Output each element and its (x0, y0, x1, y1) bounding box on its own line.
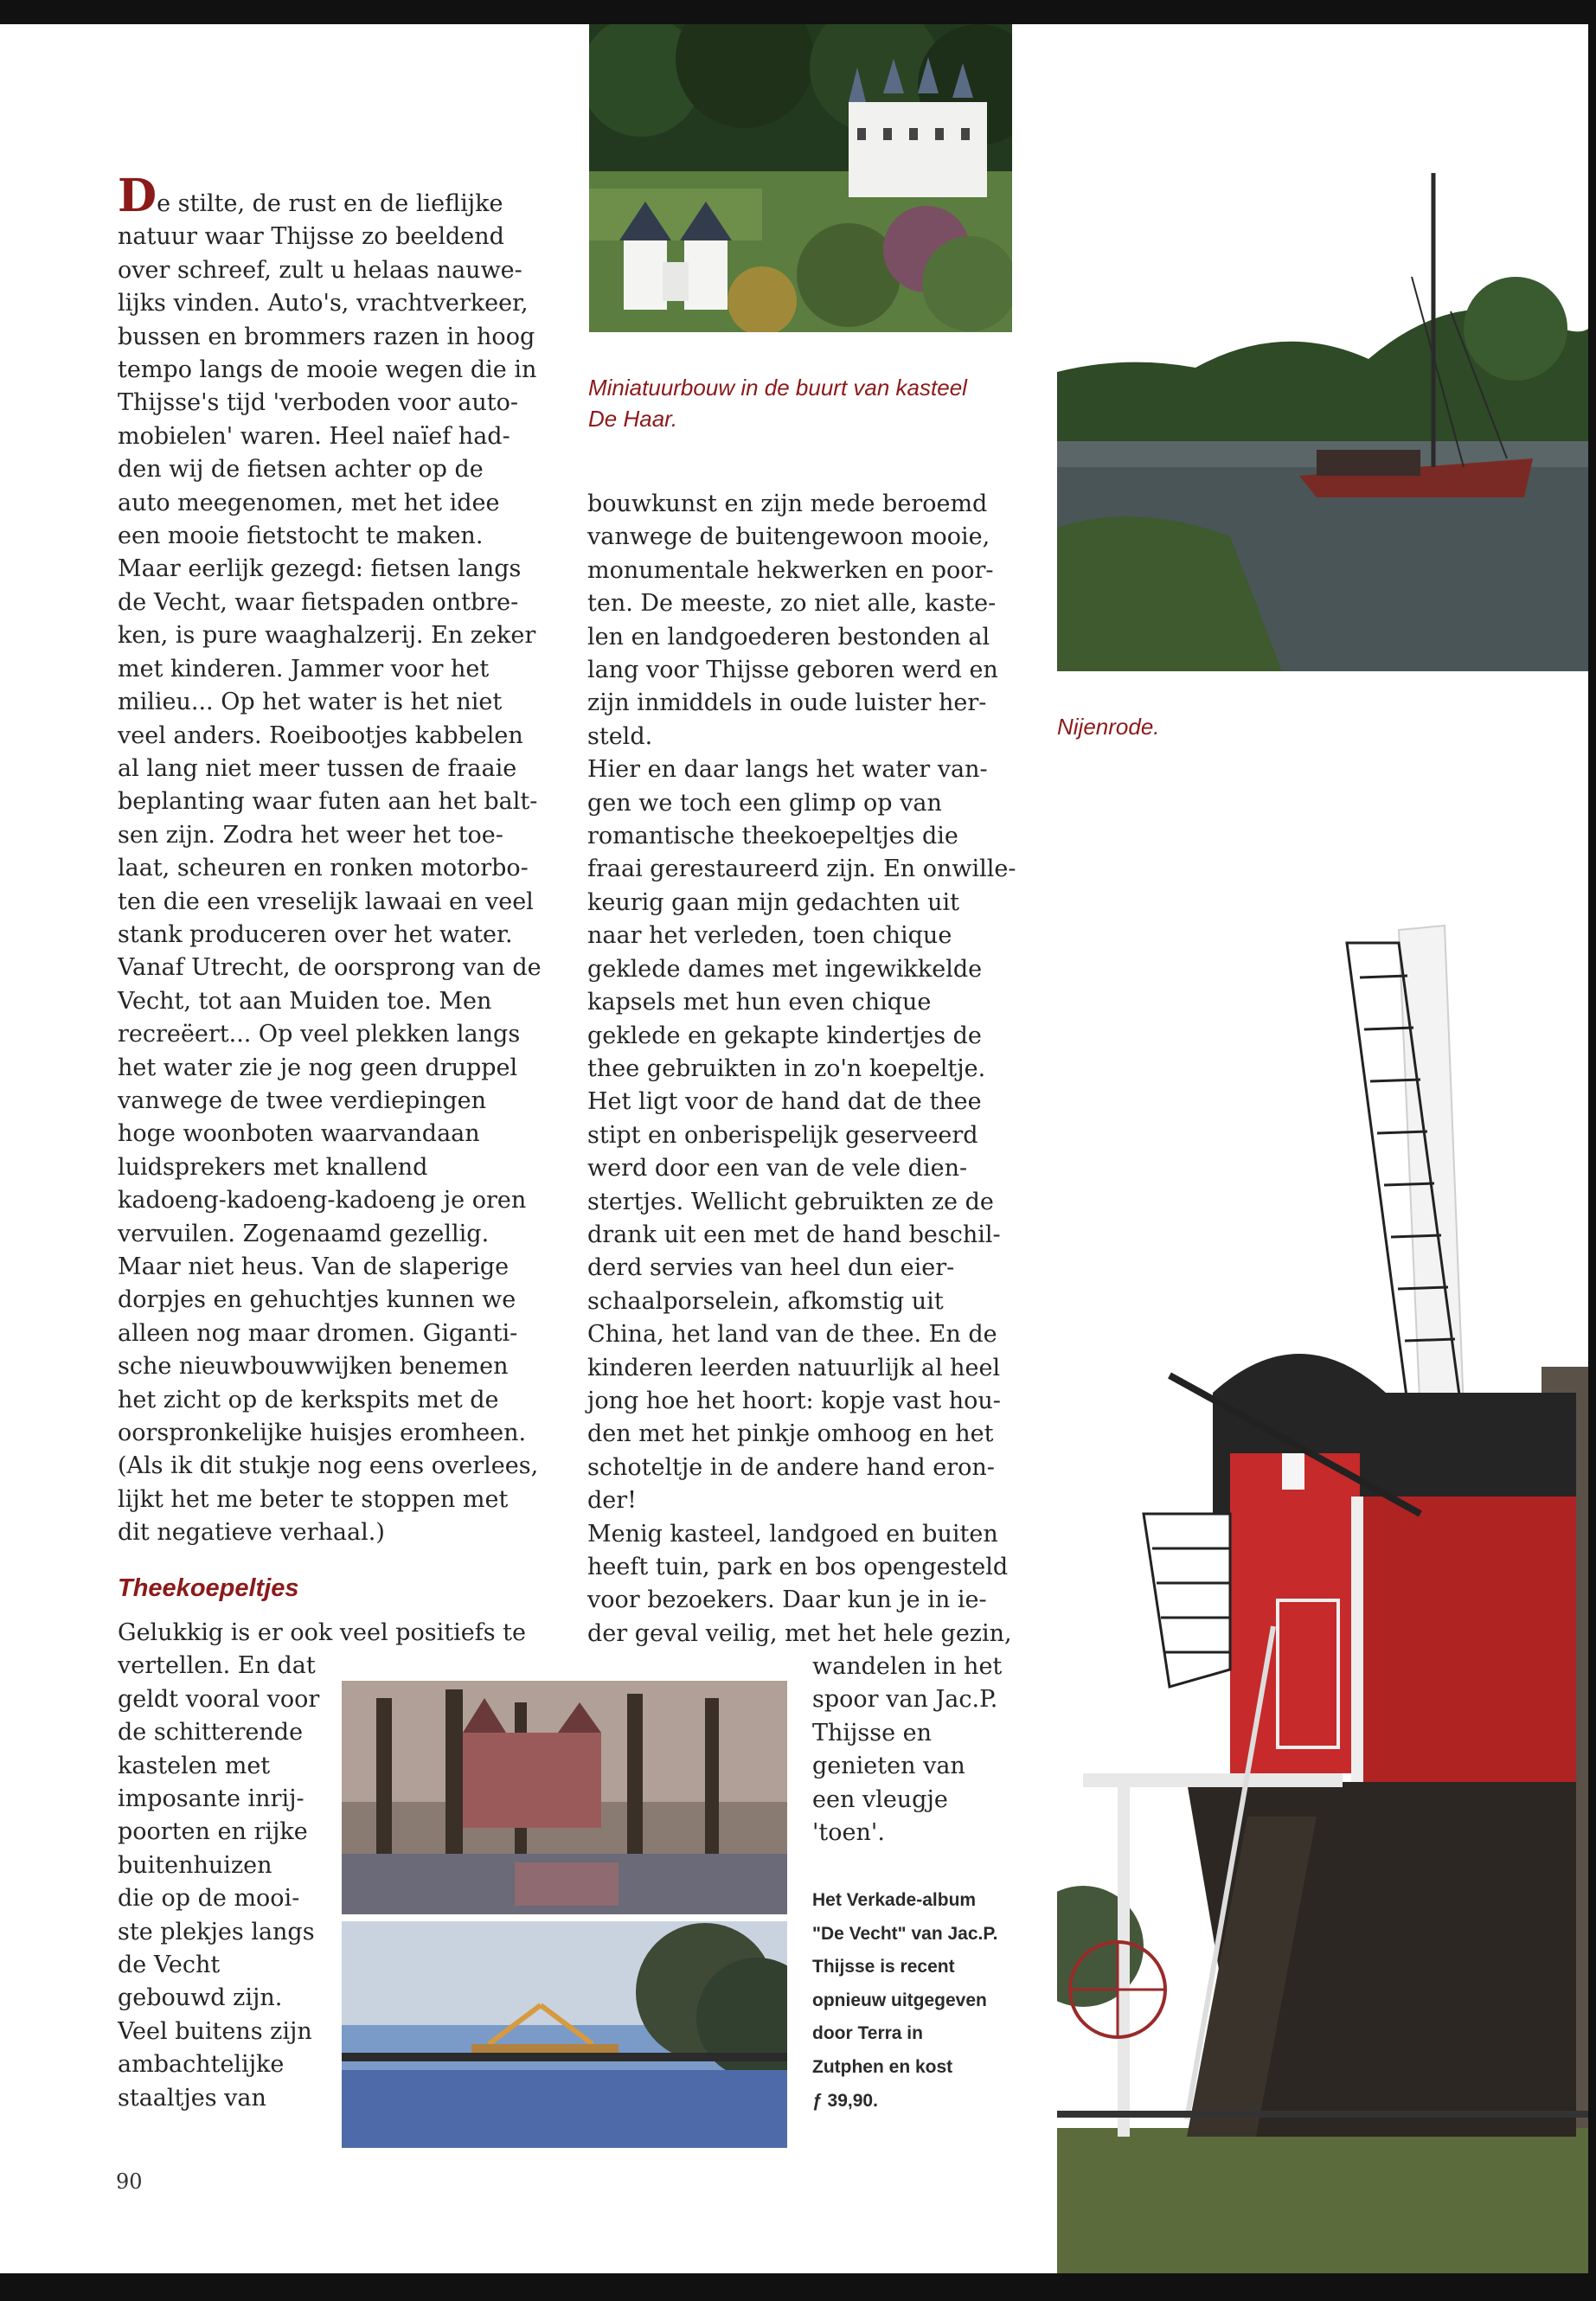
text-line: vervuilen. Zogenaamd gezellig. (118, 1220, 490, 1247)
text-line: kinderen leerden natuurlijk al heel (587, 1354, 1001, 1381)
text-line: Thijsse en (812, 1719, 933, 1747)
verkade-sidenote (812, 1884, 1020, 2118)
text-line: alleen nog maar dromen. Giganti- (118, 1319, 518, 1347)
text-line: vanwege de buitengewoon mooie, (587, 523, 990, 551)
text-line: romantische theekoepeltjes die (587, 823, 958, 850)
text-line: de Vecht (118, 1952, 221, 1979)
text-line: poorten en rijke (118, 1818, 308, 1846)
page-number: 90 (116, 2170, 143, 2194)
text-line: wandelen in het (812, 1653, 1003, 1680)
text-line: len en landgoederen bestonden al (587, 623, 990, 651)
photo-nijenrode (1057, 156, 1588, 671)
text-line: recreëert... Op veel plekken langs (118, 1021, 521, 1048)
text-line: Het ligt voor de hand dat de thee (587, 1088, 982, 1116)
text-line: vanwege de twee verdiepingen (118, 1086, 487, 1114)
text-line: de Vecht, waar fietspaden ontbre- (118, 588, 519, 616)
text-line: milieu... Op het water is het niet (118, 689, 503, 716)
text-line: jong hoe het hoort: kopje vast hou- (587, 1387, 1001, 1414)
text-line: de schitterende (118, 1719, 304, 1747)
text-line: (Als ik dit stukje nog eens overlees, (118, 1452, 539, 1480)
text-line: ken, is pure waaghalzerij. En zeker (118, 622, 536, 650)
text-line: China, het land van de thee. En de (587, 1321, 997, 1349)
text-line: Veel buitens zijn (118, 2017, 312, 2045)
photo-windmill (1057, 908, 1588, 2273)
caption-miniature-line-1: Miniatuurbouw in de buurt van kasteel (588, 375, 967, 401)
text-line: geklede en gekapte kindertjes de (587, 1022, 982, 1049)
sidenote-line: Zutphen en kost (812, 2056, 953, 2077)
text-line: derd servies van heel dun eier- (587, 1254, 955, 1282)
text-line: werd door een van de vele dien- (587, 1155, 968, 1183)
text-line: ambachtelijke (118, 2051, 285, 2079)
column-2-lines (587, 488, 1037, 1650)
text-line: heeft tuin, park en bos opengesteld (587, 1554, 1009, 1580)
text-line: die op de mooi- (118, 1885, 300, 1913)
text-line: laat, scheuren en ronken motorbo- (118, 855, 529, 882)
text-line: stank produceren over het water. (118, 920, 513, 948)
text-line: Hier en daar langs het water van- (587, 756, 988, 784)
text-line: lijkt het me beter te stoppen met (118, 1485, 509, 1513)
text-line: geklede dames met ingewikkelde (587, 955, 983, 983)
text-line: drank uit een met de hand beschil- (587, 1221, 1001, 1248)
text-line: het zicht op de kerkspits met de (118, 1386, 499, 1413)
text-line: kastelen met (118, 1752, 271, 1779)
text-line: natuur waar Thijsse zo beeldend (118, 223, 504, 251)
text-line: ten die een vreselijk lawaai en veel (118, 888, 534, 915)
column-1-lines (118, 221, 550, 1549)
text-line: thee gebruikten in zo'n koepeltje. (587, 1054, 986, 1082)
text-line: Menig kasteel, landgoed en buiten (587, 1520, 998, 1548)
text-line: Vanaf Utrecht, de oorsprong van de (118, 954, 542, 982)
text-line: sen zijn. Zodra het weer het toe- (118, 821, 503, 849)
text-line: al lang niet meer tussen de fraaie (118, 754, 517, 782)
text-line: dorpjes en gehuchtjes kunnen we (118, 1286, 516, 1314)
text-line: der! (587, 1487, 638, 1515)
text-line: kapsels met hun even chique (587, 989, 932, 1016)
sidenote-line: ƒ 39,90. (812, 2090, 878, 2111)
right-border (1588, 24, 1596, 2273)
sidenote-line: opnieuw uitgegeven (812, 1990, 987, 2010)
sidenote-line: Thijsse is recent (812, 1957, 955, 1977)
text-line: met kinderen. Jammer voor het (118, 655, 490, 683)
text-line: monumentale hekwerken en poor- (587, 556, 994, 584)
sidenote-line: Het Verkade-album (812, 1890, 977, 1910)
text-line: tempo langs de mooie wegen die in (118, 356, 537, 384)
column-1-full-lines (118, 1617, 550, 1650)
drop-cap: D (118, 170, 157, 222)
text-line: hoge woonboten waarvandaan (118, 1120, 480, 1148)
sidenote-line: door Terra in (812, 2023, 923, 2044)
text-line: veel anders. Roeibootjes kabbelen (118, 721, 523, 749)
column-2-narrow-lines (812, 1650, 1020, 1849)
text-line: oorspronkelijke huisjes eromheen. (118, 1420, 527, 1447)
text-line: Maar niet heus. Van de slaperige (118, 1253, 510, 1280)
text-line: stipt en onberispelijk geserveerd (587, 1121, 978, 1149)
text-line: geldt vooral voor (118, 1685, 320, 1713)
bottom-border (0, 2273, 1596, 2301)
text-line: stertjes. Wellicht gebruikten ze de (587, 1188, 994, 1215)
text-line: luidsprekers met knallend (118, 1153, 428, 1181)
text-line: een mooie fietstocht te maken. (118, 522, 484, 550)
text-line: imposante inrij- (118, 1785, 304, 1813)
line-1: De stilte, de rust en de lieflijke (118, 170, 503, 222)
text-line: staaltjes van (118, 2084, 266, 2112)
text-line: kadoeng-kadoeng-kadoeng je oren (118, 1187, 527, 1215)
sidenote-line: "De Vecht" van Jac.P. (812, 1923, 998, 1944)
text-line: zijn inmiddels in oude luister her- (587, 689, 987, 717)
text-line: den wij de fietsen achter op de (118, 456, 484, 484)
text-line: mobielen' waren. Heel naïef had- (118, 422, 510, 450)
text-line: Vecht, tot aan Muiden toe. Men (118, 987, 492, 1015)
text-line: fraai gerestaureerd zijn. En onwille- (587, 856, 1016, 883)
text-line: lijks vinden. Auto's, vrachtverkeer, (118, 290, 529, 317)
text-line: vertellen. En dat (118, 1652, 316, 1680)
text-line: sche nieuwbouwwijken benemen (118, 1353, 509, 1381)
text-line: buitenhuizen (118, 1851, 272, 1879)
section-heading: Theekoepeltjes (118, 1574, 299, 1602)
text-line: auto meegenomen, met het idee (118, 489, 500, 516)
text-line: steld. (587, 722, 653, 750)
caption-nijenrode: Nijenrode. (1057, 714, 1160, 740)
column-2-narrow (812, 1650, 1020, 1849)
text-line: spoor van Jac.P. (812, 1686, 998, 1714)
text-line: ten. De meeste, zo niet alle, kaste- (587, 590, 997, 618)
text-line: over schreef, zult u helaas nauwe- (118, 256, 522, 284)
text-line: voor bezoekers. Daar kun je in ie- (587, 1586, 987, 1614)
text-line: schaalporselein, afkomstig uit (587, 1287, 944, 1315)
text-line: 'toen'. (812, 1819, 885, 1847)
text-line: schoteltje in de andere hand eron- (587, 1453, 995, 1481)
text-line: gen we toch een glimp op van (587, 789, 942, 817)
top-border (0, 0, 1596, 24)
text-line: bouwkunst en zijn mede beroemd (587, 490, 988, 517)
text-line: bussen en brommers razen in hoog (118, 323, 535, 350)
text-line: genieten van (812, 1753, 965, 1780)
text-line: het water zie je nog geen druppel (118, 1054, 518, 1081)
text-line: der geval veilig, met het hele gezin, (587, 1619, 1012, 1647)
text-line: Maar eerlijk gezegd: fietsen langs (118, 555, 522, 583)
column-2-text (587, 488, 1037, 1650)
text-line: gebouwd zijn. (118, 1984, 283, 2012)
text-line: lang voor Thijsse geboren werd en (587, 657, 998, 684)
photo-miniature-castles (589, 24, 1012, 332)
text-line: beplanting waar futen aan het balt- (118, 788, 538, 816)
text-line: dit negatieve verhaal.) (118, 1519, 385, 1547)
text-line: ste plekjes langs (118, 1918, 315, 1945)
caption-miniature-line-2: De Haar. (588, 406, 678, 432)
caption-miniature (588, 372, 1038, 434)
photo-paintings (342, 1681, 787, 2148)
text-line: Thijsse's tijd 'verboden voor auto- (118, 389, 518, 417)
text-line: een vleugje (812, 1785, 948, 1813)
text-line: den met het pinkje omhoog en het (587, 1420, 994, 1448)
text-line: naar het verleden, toen chique (587, 922, 952, 950)
text-line: keurig gaan mijn gedachten uit (587, 888, 959, 916)
column-1-text (118, 170, 550, 1550)
text-line: Gelukkig is er ook veel positiefs te (118, 1619, 526, 1646)
